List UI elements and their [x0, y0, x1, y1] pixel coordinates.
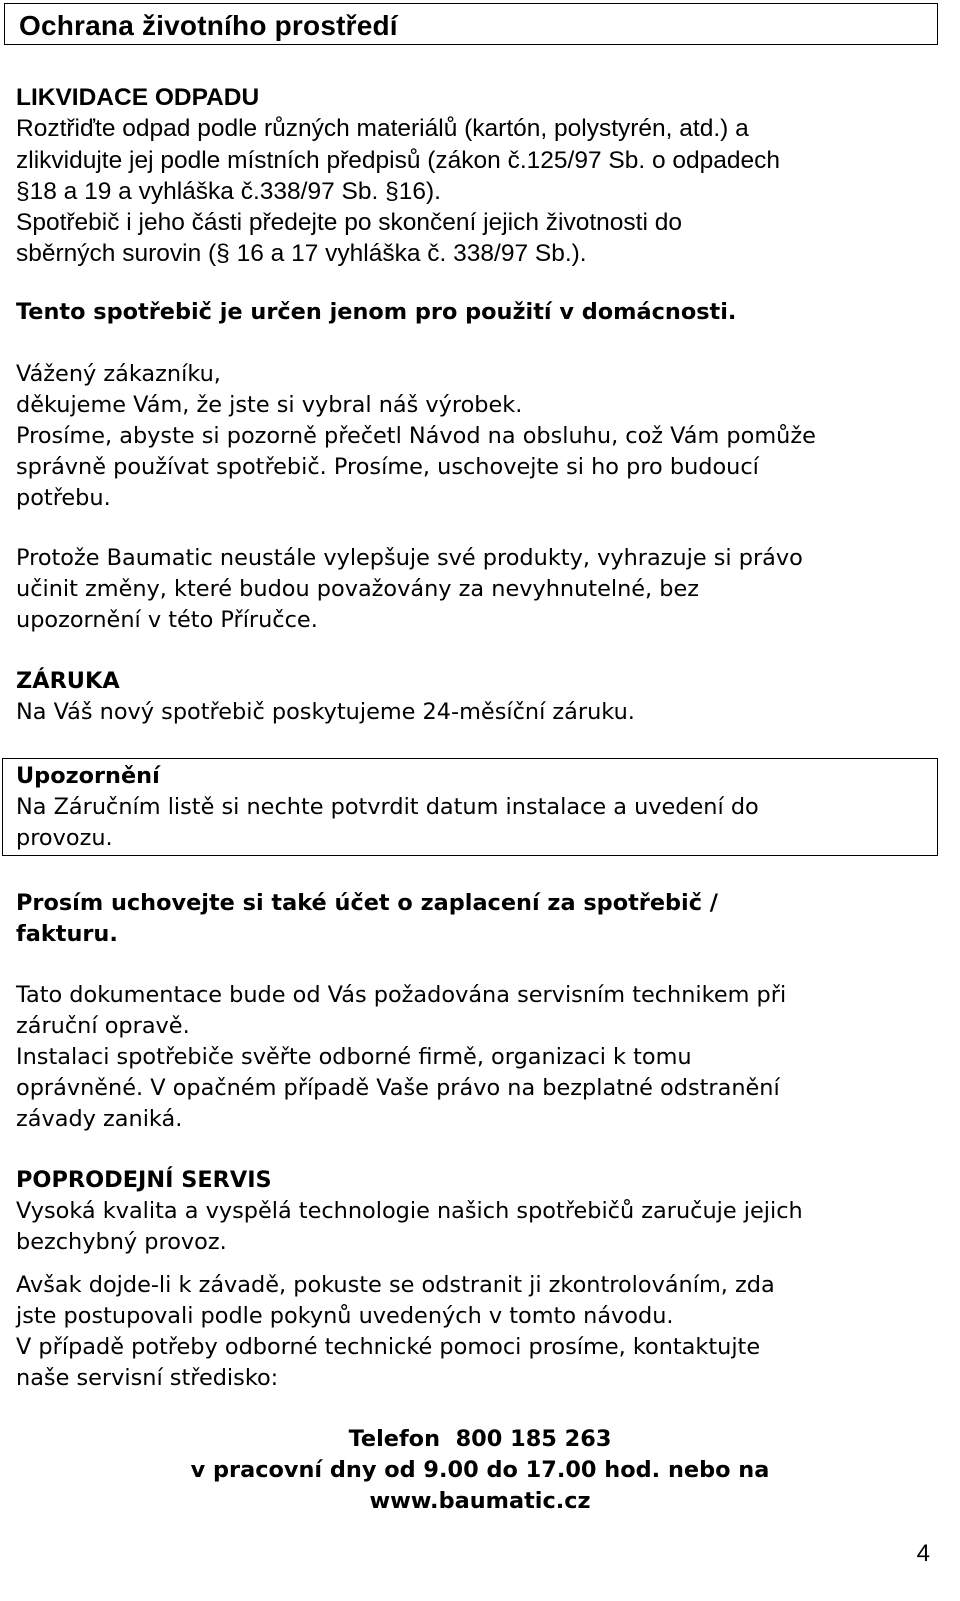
- after-sales-line: jste postupovali podle pokynů uvedených v tomto návodu.: [16, 1303, 674, 1329]
- documentation-line: Instalaci spotřebiče svěřte odborné firmě, organizaci k tomu: [16, 1044, 692, 1070]
- documentation-section: [16, 980, 936, 1135]
- after-sales-line: naše servisní středisko:: [16, 1365, 279, 1391]
- contact-website[interactable]: www.baumatic.cz: [369, 1488, 591, 1514]
- title-box: [4, 3, 938, 45]
- notice-line: Na Záručním listě si nechte potvrdit datum instalace a uvedení do: [16, 794, 759, 820]
- greeting-line: správně používat spotřebič. Prosíme, uschovejte si ho pro budoucí: [16, 454, 759, 480]
- documentation-line: Tato dokumentace bude od Vás požadována servisním technikem při: [16, 982, 787, 1008]
- invoice-section: [16, 888, 936, 950]
- changes-line: upozornění v této Příručce.: [16, 607, 318, 633]
- greeting-line: potřebu.: [16, 485, 111, 511]
- after-sales-line: V případě potřeby odborné technické pomoci prosíme, kontaktujte: [16, 1334, 761, 1360]
- waste-line: zlikvidujte jej podle místních předpisů (zákon č.125/97 Sb. o odpadech: [16, 146, 781, 174]
- contact-hours: v pracovní dny od 9.00 do 17.00 hod. nebo na: [190, 1457, 770, 1483]
- after-sales-heading: POPRODEJNÍ SERVIS: [16, 1167, 272, 1193]
- waste-section: [16, 82, 936, 270]
- warranty-section: [16, 666, 936, 728]
- notice-heading: Upozornění: [16, 763, 160, 789]
- changes-line: Protože Baumatic neustále vylepšuje své produkty, vyhrazuje si právo: [16, 545, 803, 571]
- page-number: 4: [916, 1540, 930, 1567]
- page-title: Ochrana životního prostředí: [19, 10, 398, 41]
- after-sales-section: [16, 1165, 936, 1258]
- greeting-line: Prosíme, abyste si pozorně přečetl Návod na obsluhu, což Vám pomůže: [16, 423, 816, 449]
- invoice-line: Prosím uchovejte si také účet o zaplacení za spotřebič /: [16, 890, 718, 916]
- household-notice: Tento spotřebič je určen jenom pro použití v domácnosti.: [16, 299, 737, 325]
- after-sales-line: Vysoká kvalita a vyspělá technologie našich spotřebičů zaručuje jejich: [16, 1198, 803, 1224]
- invoice-line: fakturu.: [16, 921, 118, 947]
- waste-line: sběrných surovin (§ 16 a 17 vyhláška č. 338/97 Sb.).: [16, 240, 587, 268]
- greeting-line: děkujeme Vám, že jste si vybral náš výrobek.: [16, 392, 523, 418]
- after-sales-line: Avšak dojde-li k závadě, pokuste se odstranit ji zkontrolováním, zda: [16, 1272, 775, 1298]
- documentation-line: závady zaniká.: [16, 1106, 183, 1132]
- warranty-heading: ZÁRUKA: [16, 668, 120, 694]
- waste-line: §18 a 19 a vyhláška č.338/97 Sb. §16).: [16, 177, 441, 205]
- changes-section: [16, 543, 936, 636]
- warranty-text: Na Váš nový spotřebič poskytujeme 24-měsíční záruku.: [16, 699, 635, 725]
- waste-heading: LIKVIDACE ODPADU: [16, 84, 260, 111]
- documentation-line: oprávněné. V opačném případě Vaše právo na bezplatné odstranění: [16, 1075, 780, 1101]
- after-sales-section-2: [16, 1270, 936, 1394]
- notice-line: provozu.: [16, 825, 113, 851]
- contact-section: [0, 1424, 960, 1517]
- greeting-line: Vážený zákazníku,: [16, 361, 221, 387]
- greeting-section: [16, 359, 936, 514]
- after-sales-line: bezchybný provoz.: [16, 1229, 227, 1255]
- documentation-line: záruční opravě.: [16, 1013, 190, 1039]
- waste-line: Spotřebič i jeho části předejte po skončení jejich životnosti do: [16, 209, 682, 237]
- changes-line: učinit změny, které budou považovány za nevyhnutelné, bez: [16, 576, 700, 602]
- contact-phone: Telefon 800 185 263: [348, 1426, 612, 1452]
- notice-section: [16, 761, 936, 854]
- waste-line: Roztřiďte odpad podle různých materiálů (kartón, polystyrén, atd.) a: [16, 115, 749, 143]
